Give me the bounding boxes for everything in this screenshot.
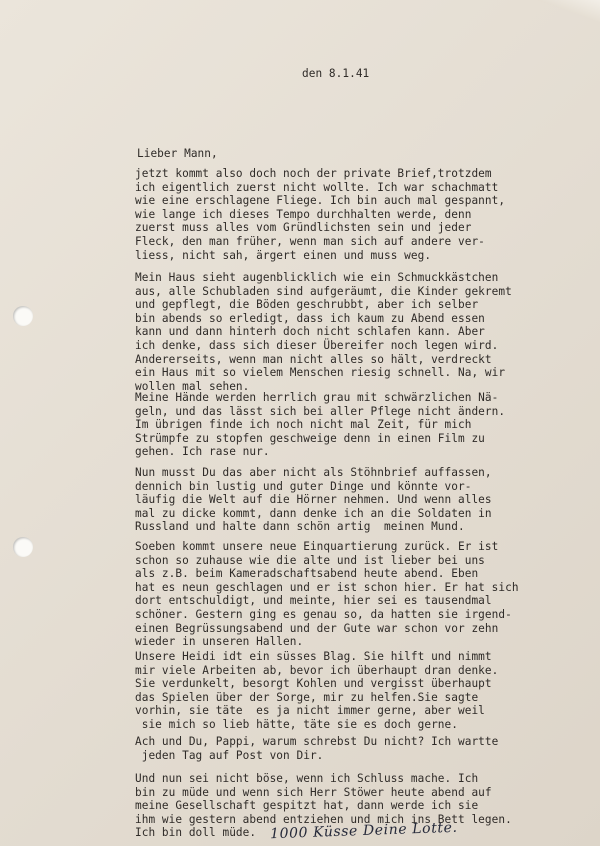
text-line: bin zu müde und wenn sich Herr Stöwer heute abend auf xyxy=(135,785,492,799)
text-line: läufig die Welt auf die Hörner nehmen. Und wenn alles xyxy=(135,493,492,507)
text-line: Ach und Du, Pappi, warum schrebst Du nicht? Ich wartte xyxy=(135,735,499,748)
text-line: zuerst muss alles vom Gründlichsten sein und jeder xyxy=(135,221,472,235)
text-line: wollen mal sehen. xyxy=(135,379,250,393)
paragraph-2 xyxy=(135,271,580,393)
text-line: Ich bin doll müde. xyxy=(135,826,257,840)
text-line: Im übrigen finde ich noch nicht mal Zeit, für mich xyxy=(135,418,472,432)
paragraph-3 xyxy=(135,391,580,459)
text-line: gehen. Ich rase nur. xyxy=(135,445,270,459)
text-line: Sie verdunkelt, besorgt Kohlen und vergisst überhaupt xyxy=(135,677,492,691)
text-line: einen Begrüssungsabend und der Gute war schon vor zehn xyxy=(135,621,499,635)
text-line: Fleck, den man früher, wenn man sich auf andere ver- xyxy=(135,234,485,248)
folded-corner xyxy=(536,0,600,22)
text-line: ein Haus mit so vielem Menschen riesig schnell. Na, wir xyxy=(135,366,506,380)
text-line: geln, und das lässt sich bei aller Pflege nicht ändern. xyxy=(135,404,506,418)
salutation: Lieber Mann, xyxy=(137,147,218,160)
text-line: hat es neun geschlagen und er ist schon hier. Er hat sich xyxy=(135,580,519,594)
text-line: das Spielen über der Sorge, mir zu helfen.Sie sagte xyxy=(135,690,479,704)
text-line: schon so zuhause wie die alte und ist lieber bei uns xyxy=(135,553,485,567)
paragraph-7 xyxy=(135,735,580,762)
text-line: mir viele Arbeiten ab, bevor ich überhaupt dran denke. xyxy=(135,663,499,677)
text-line: aus, alle Schubladen sind aufgeräumt, die Kinder gekremt xyxy=(135,284,512,298)
text-line: kann und dann hinterh doch nicht schlafen kann. Aber xyxy=(135,325,485,339)
text-line: jetzt kommt also doch noch der private Brief,trotzdem xyxy=(135,167,492,180)
text-line: vorhin, sie täte es ja nicht immer gerne, aber weil xyxy=(135,704,485,718)
text-line: liess, nicht sah, ärgert einen und muss weg. xyxy=(135,248,432,262)
text-line: ich denke, dass sich dieser Übereifer noch legen wird. xyxy=(135,338,499,352)
text-line: wie eine erschlagene Fliege. Ich bin auch mal gespannt, xyxy=(135,194,506,208)
text-line: Und nun sei nicht böse, wenn ich Schluss mache. Ich xyxy=(135,772,479,785)
text-line: Nun musst Du das aber nicht als Stöhnbrief auffassen, xyxy=(135,466,492,479)
letter-date: den 8.1.41 xyxy=(302,67,370,80)
text-line: Andererseits, wenn man nicht alles so hält, verdreckt xyxy=(135,352,492,366)
text-line: als z.B. beim Kameradschaftsabend heute abend. Eben xyxy=(135,567,479,581)
text-line: Mein Haus sieht augenblicklich wie ein Schmuckkästchen xyxy=(135,271,499,284)
text-line: bin abends so erledigt, dass ich kaum zu Abend essen xyxy=(135,311,485,325)
text-line: Soeben kommt unsere neue Einquartierung zurück. Er ist xyxy=(135,540,499,553)
text-line: Russland und halte dann schön artig meinen Mund. xyxy=(135,520,465,534)
text-line: sie mich so lieb hätte, täte sie es doch gerne. xyxy=(135,717,458,731)
text-line: Meine Hände werden herrlich grau mit schwärzlichen Nä- xyxy=(135,391,499,404)
handwritten-signature: 1000 Küsse Deine Lotte. xyxy=(269,819,458,843)
text-line: ich eigentlich zuerst nicht wollte. Ich war schachmatt xyxy=(135,180,499,194)
text-line: wieder in unseren Hallen. xyxy=(135,635,304,649)
text-line: jeden Tag auf Post von Dir. xyxy=(135,748,324,762)
text-line: dennich bin lustig und guter Dinge und könnte vor- xyxy=(135,479,472,493)
text-line: ihm wie gestern abend entziehen und mich ins Bett legen. xyxy=(135,812,512,826)
paragraph-6 xyxy=(135,650,580,732)
punch-hole-icon xyxy=(13,537,33,557)
punch-hole-icon xyxy=(13,306,33,326)
text-line: dort entschuldigt, und meinte, hier sei es tausendmal xyxy=(135,594,492,608)
paragraph-5 xyxy=(135,540,580,649)
text-line: wie lange ich dieses Tempo durchhalten werde, denn xyxy=(135,207,472,221)
text-line: schöner. Gestern ging es genau so, da hatten sie irgend- xyxy=(135,607,512,621)
paragraph-4 xyxy=(135,466,580,534)
text-line: Strümpfe zu stopfen geschweige denn in einen Film zu xyxy=(135,431,485,445)
text-line: mal zu dicke kommt, dann denke ich an die Soldaten in xyxy=(135,506,492,520)
text-line: und gepflegt, die Böden geschrubbt, aber ich selber xyxy=(135,298,479,312)
text-line: meine Gesellschaft gespitzt hat, dann werde ich sie xyxy=(135,799,479,813)
paragraph-1 xyxy=(135,167,580,262)
text-line: Unsere Heidi idt ein süsses Blag. Sie hilft und nimmt xyxy=(135,650,492,663)
